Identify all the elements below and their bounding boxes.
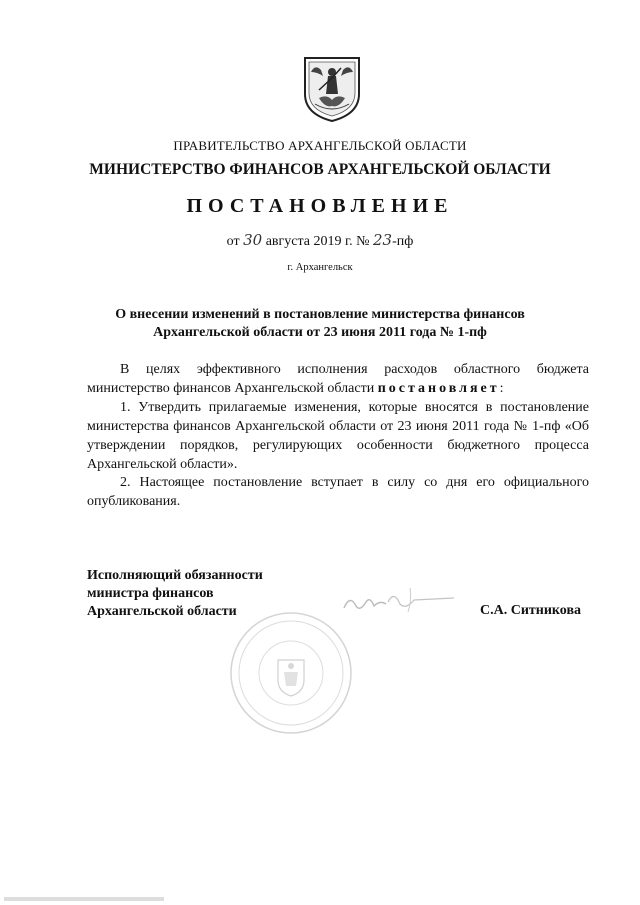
document-number: 23: [373, 231, 393, 249]
document-type: ПОСТАНОВЛЕНИЕ: [186, 195, 454, 217]
paragraph-item-1: 1. Утвердить прилагаемые изменения, которые вносятся в постановление министерства финансов Архангельской области от 23 июня 2011 года № 1-пф «Об утверждении порядков, регулирующих особенности бюджетного процесса Архангельской области».: [87, 400, 589, 472]
document-suffix: -пф: [392, 234, 414, 249]
date-rest: августа 2019 г. №: [265, 234, 370, 249]
official-seal-icon: [226, 608, 356, 738]
coat-of-arms-icon: [301, 54, 363, 124]
page-border-mark: [4, 896, 164, 902]
resolution-keyword: постановляет: [377, 381, 500, 396]
ministry-name: МИНИСТЕРСТВО ФИНАНСОВ АРХАНГЕЛЬСКОЙ ОБЛАСТИ: [89, 161, 551, 178]
signatory-line-3: Архангельской области: [87, 604, 237, 619]
document-date-number: [0, 231, 640, 250]
signatory-name: С.А. Ситникова: [480, 603, 582, 618]
date-prefix: от: [226, 234, 240, 249]
preamble-end: :: [499, 381, 504, 396]
paragraph-preamble: [87, 360, 589, 398]
signatory-line-2: министра финансов: [87, 586, 214, 601]
city: г. Архангельск: [287, 262, 353, 273]
government-name: ПРАВИТЕЛЬСТВО АРХАНГЕЛЬСКОЙ ОБЛАСТИ: [173, 138, 467, 153]
signatory-line-1: Исполняющий обязанности: [87, 568, 263, 583]
date-day: 30: [243, 231, 263, 249]
paragraph-item-2: 2. Настоящее постановление вступает в силу со дня его официального опубликования.: [87, 475, 589, 509]
preamble-text: В целях эффективного исполнения расходов областного бюджета министерство финансов Архангельской области: [87, 362, 589, 396]
document-subject: [0, 306, 640, 342]
subject-line-2: Архангельской области от 23 июня 2011 года № 1-пф: [153, 325, 487, 340]
subject-line-1: О внесении изменений в постановление министерства финансов: [115, 307, 525, 322]
